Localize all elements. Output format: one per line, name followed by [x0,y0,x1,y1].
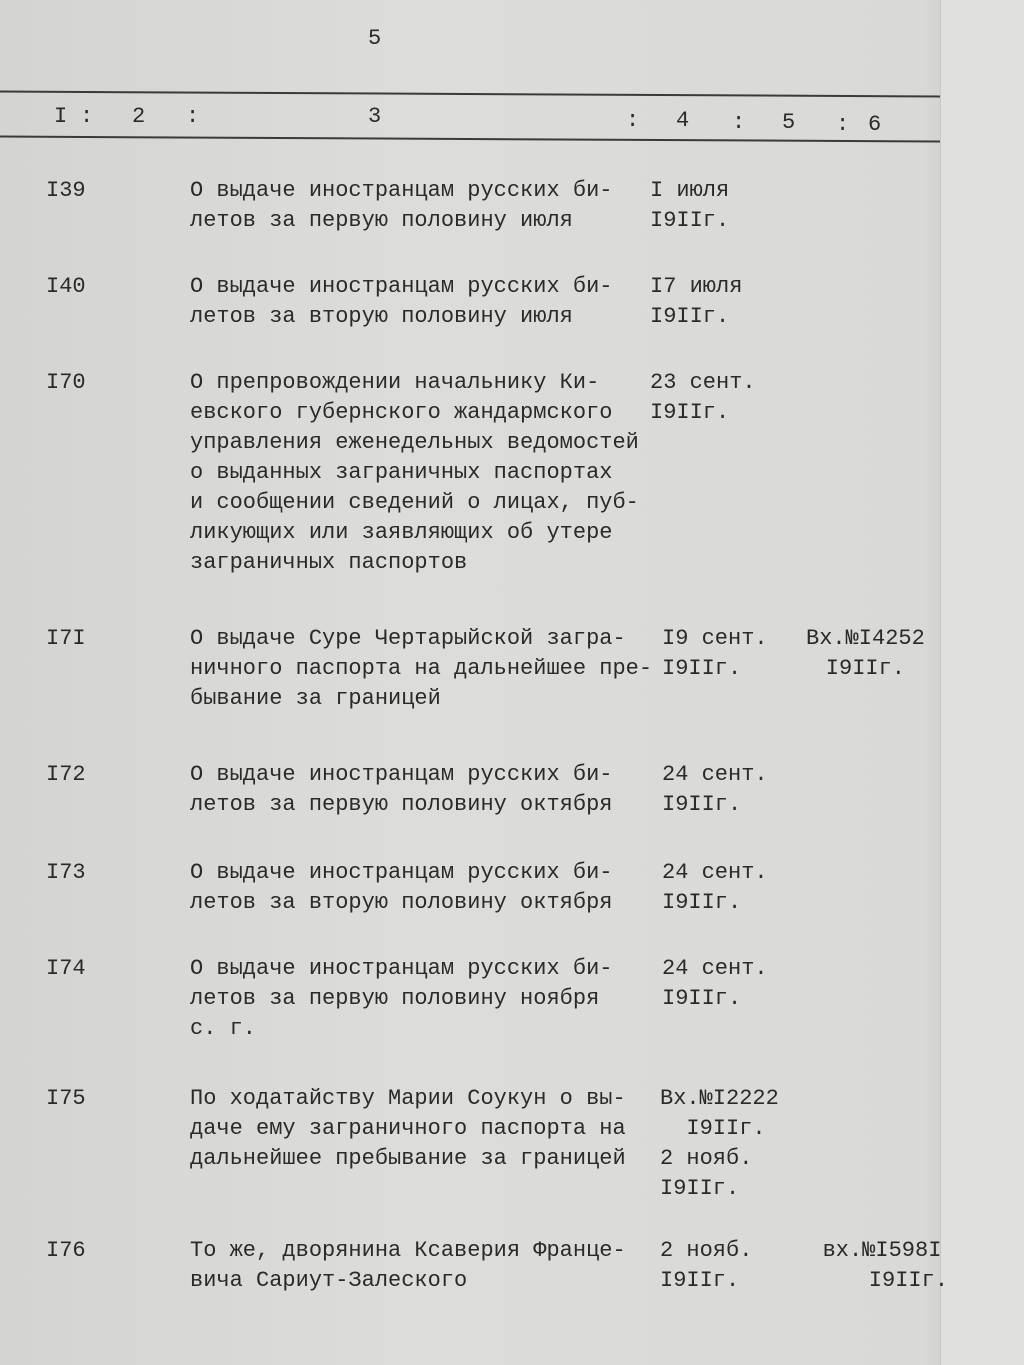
col-separator: : [732,110,746,135]
col-header-2: 2 [132,104,146,129]
entry-description: О выдаче иностранцам русских би- летов за первую половину октября [190,762,613,817]
entry-number: I39 [46,178,86,203]
header-top-rule [0,91,940,98]
entry-reference: вх.№I598I I9IIг. [822,1238,949,1293]
entry-date: 24 сент. I9IIг. [662,762,768,817]
col-header-5: 5 [782,110,796,135]
entry-date: 24 сент. I9IIг. [662,956,768,1011]
entry-date: 23 сент. I9IIг. [650,370,756,425]
entry-description: О препровождении начальнику Ки- евского губернского жандармского управления еженедельных ведомостей о выданных заграничных паспортах и сообщении сведений о лицах, пуб- ликующих или заявляющих об утере заграничных паспортов [190,370,639,575]
entry-number: I74 [46,956,86,981]
col-separator: : [186,104,200,129]
entry-description: О выдаче иностранцам русских би- летов за вторую половину июля [190,274,613,329]
entry-description: По ходатайству Марии Соукун о вы- даче ему заграничного паспорта на дальнейшее пребывание за границей [190,1086,626,1171]
col-separator: : [626,108,640,133]
entry-number: I76 [46,1238,86,1263]
col-separator: : [80,104,94,129]
entry-description: То же, дворянина Ксаверия Франце- вича Сариут-Залеского [190,1238,626,1293]
entry-number: I73 [46,860,86,885]
entry-number: I40 [46,274,86,299]
entry-number: I7I [46,626,86,651]
entry-description: О выдаче иностранцам русских би- летов за первую половину ноября с. г. [190,956,613,1041]
entry-date: I7 июля I9IIг. [650,274,743,329]
col-header-4: 4 [676,108,690,133]
col-separator: : [836,112,850,137]
entry-reference: Вх.№I4252 I9IIг. [806,626,925,681]
entry-description: О выдаче Суре Чертарыйской загра- ничного паспорта на дальнейшее пре- бывание за границей [190,626,653,711]
col-header-6: 6 [868,112,882,137]
entry-date: 24 сент. I9IIг. [662,860,768,915]
entry-date: Вх.№I2222 I9IIг. 2 нояб. I9IIг. [660,1086,779,1201]
entry-number: I75 [46,1086,86,1111]
entry-description: О выдаче иностранцам русских би- летов за первую половину июля [190,178,613,233]
entry-date: I июля I9IIг. [650,178,730,233]
entry-description: О выдаче иностранцам русских би- летов за вторую половину октября [190,860,613,915]
col-header-1: I [54,104,68,129]
entry-date: I9 сент. I9IIг. [662,626,768,681]
page-edge [940,0,1024,1365]
page-number: 5 [368,26,382,51]
entry-date: 2 нояб. I9IIг. [660,1238,753,1293]
header-bottom-rule [0,136,940,143]
entry-number: I70 [46,370,86,395]
col-header-3: 3 [368,104,382,129]
entry-number: I72 [46,762,86,787]
